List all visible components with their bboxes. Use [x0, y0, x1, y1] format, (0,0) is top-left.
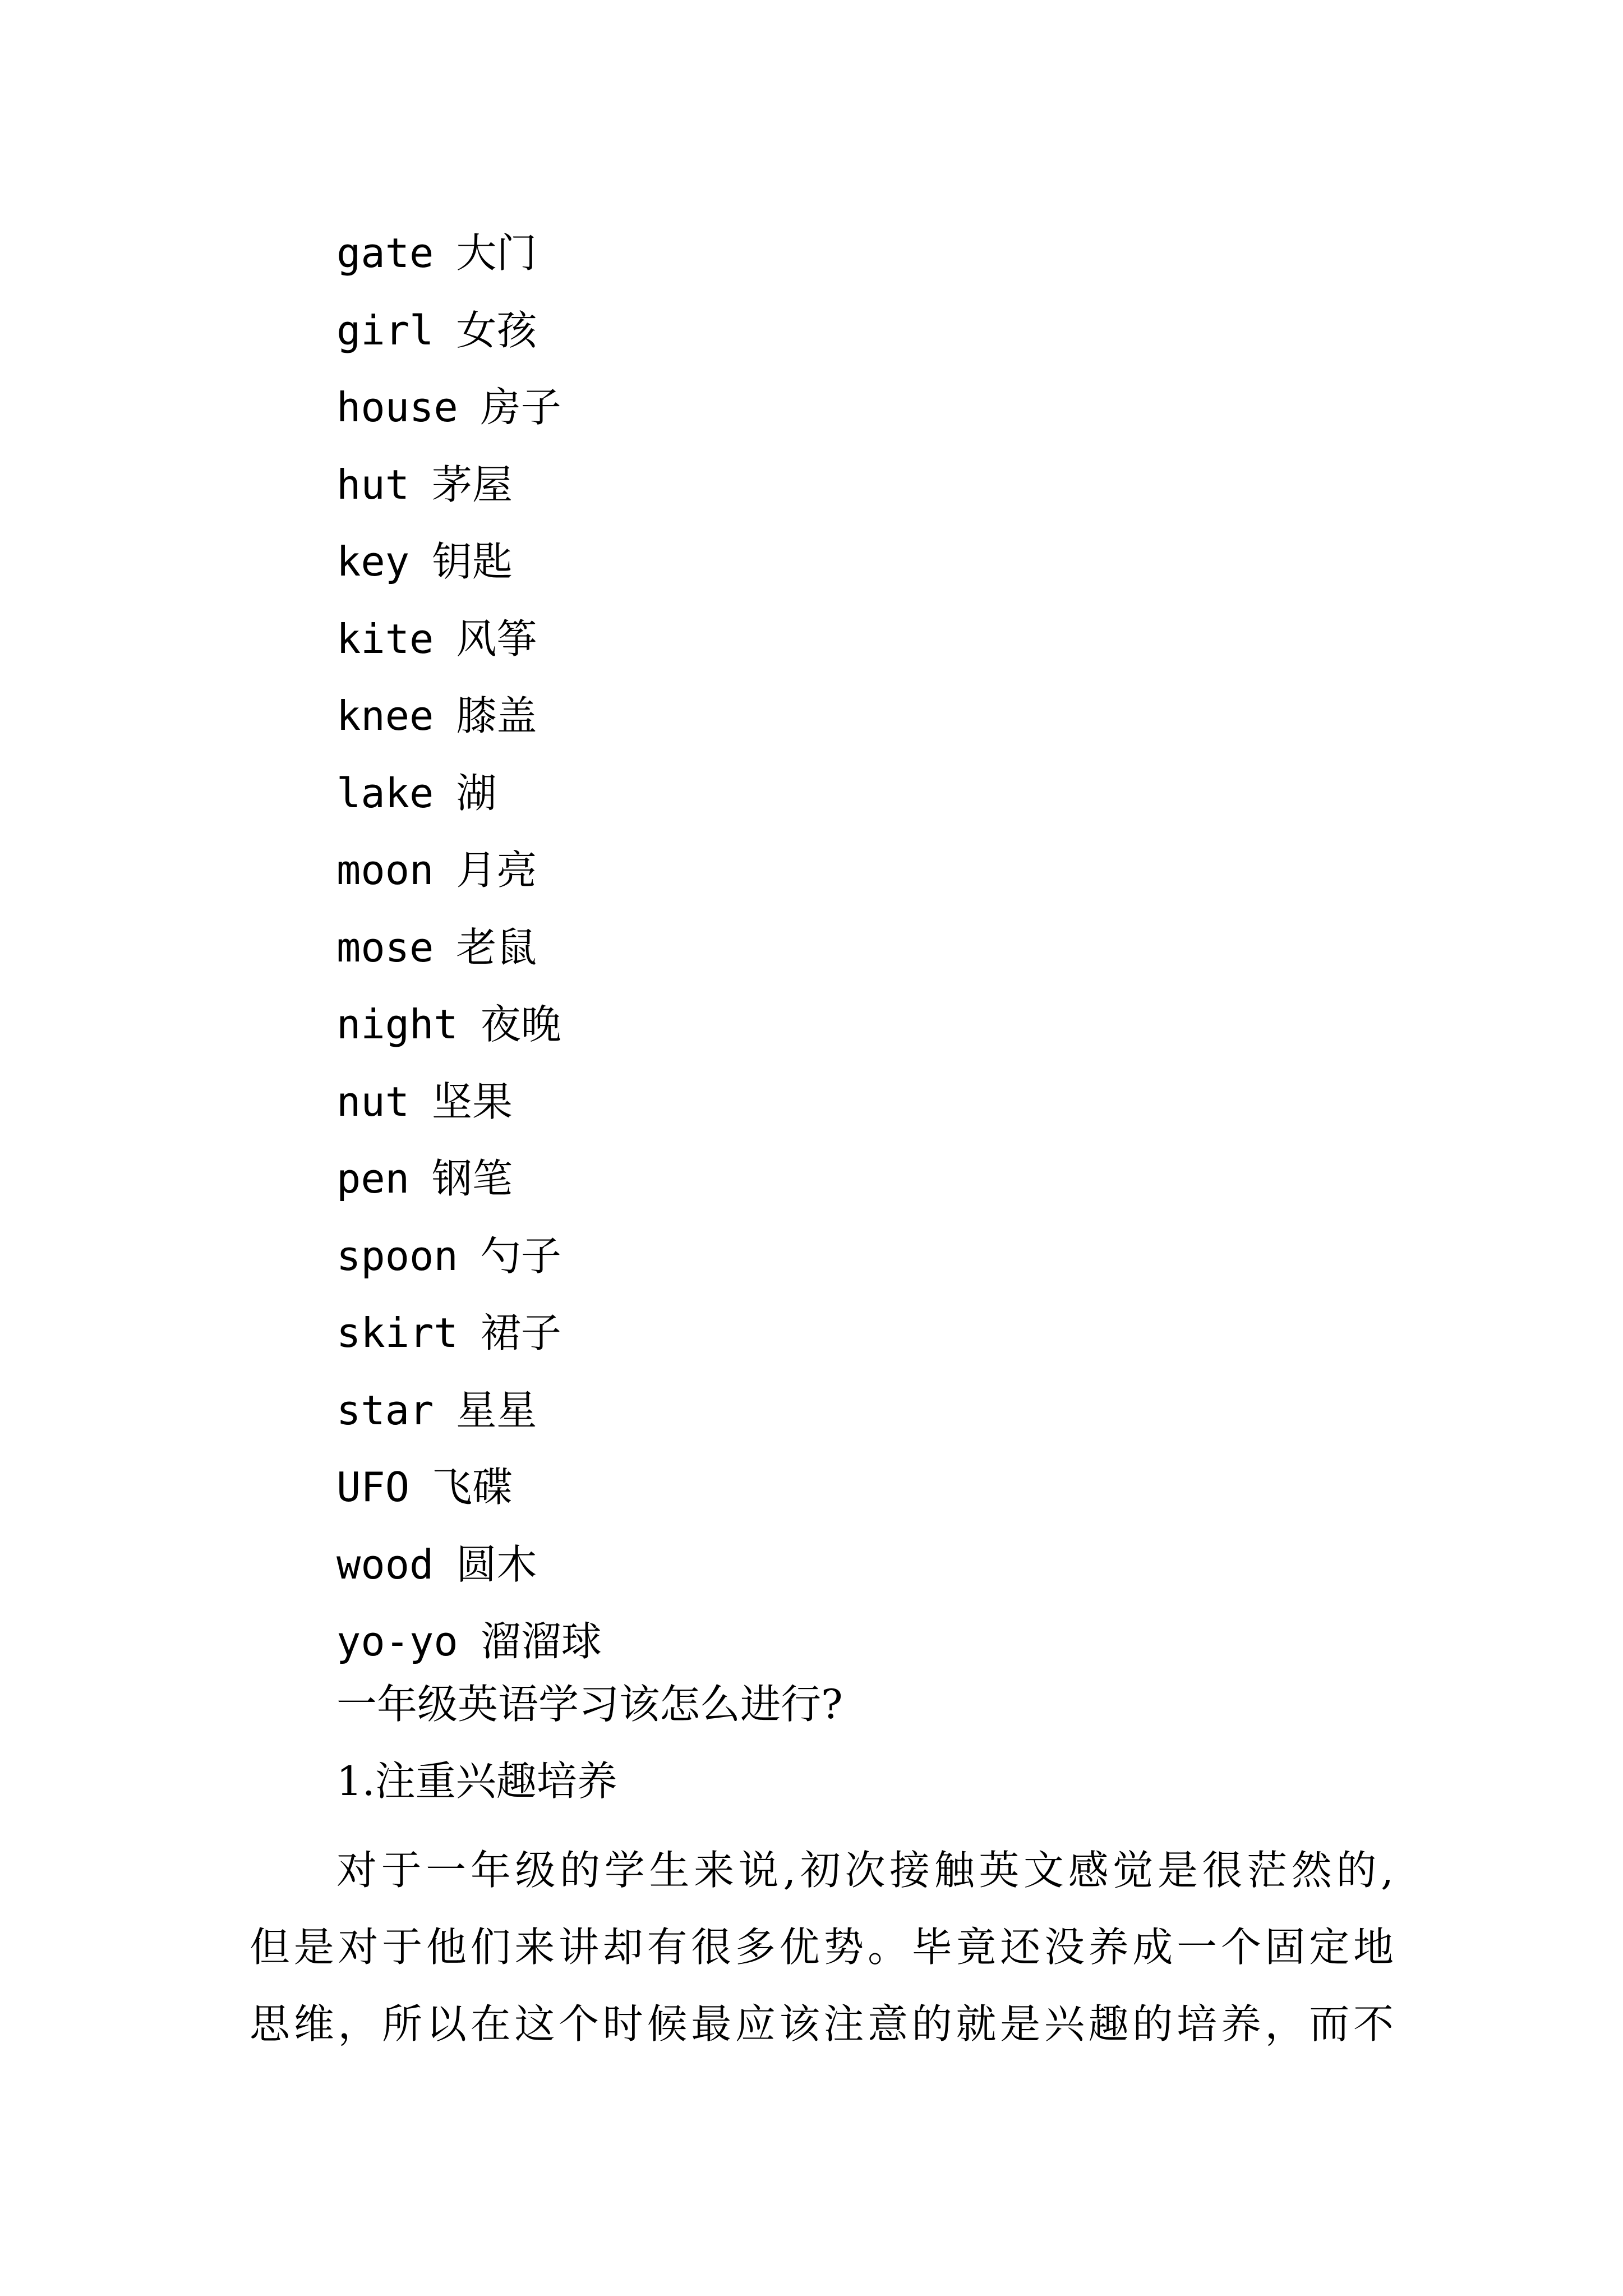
vocab-item: [336, 909, 602, 987]
vocab-item: [336, 447, 602, 524]
vocab-english: nut: [336, 1078, 410, 1125]
vocab-chinese: 老鼠: [456, 923, 537, 971]
vocab-english: lake: [336, 769, 434, 817]
vocab-english: girl: [336, 306, 434, 354]
vocab-english: house: [336, 384, 458, 431]
vocab-english: kite: [336, 615, 434, 662]
vocab-chinese: 溜溜球: [480, 1618, 602, 1665]
vocab-english: star: [336, 1386, 434, 1434]
paragraph-line: 对于一年级的学生来说,初次接触英文感觉是很茫然的,: [336, 1847, 1394, 1894]
vocab-chinese: 大门: [456, 229, 537, 277]
vocab-item: [336, 369, 602, 447]
vocab-chinese: 风筝: [456, 615, 537, 662]
vocab-english: moon: [336, 846, 434, 894]
vocab-english: spoon: [336, 1232, 458, 1280]
vocab-english: knee: [336, 692, 434, 739]
vocab-chinese: 坚果: [432, 1078, 513, 1125]
vocab-item: [336, 832, 602, 909]
vocab-english: gate: [336, 229, 434, 277]
vocab-item: [336, 523, 602, 601]
vocab-item: [336, 1372, 602, 1450]
paragraph-line: 思维，所以在这个时候最应该注意的就是兴趣的培养，而不: [250, 2000, 1394, 2047]
vocab-english: skirt: [336, 1309, 458, 1356]
vocab-item: [336, 1603, 602, 1681]
vocab-item: [336, 292, 602, 370]
vocab-chinese: 房子: [480, 384, 561, 431]
paragraph-line: 但是对于他们来讲却有很多优势。毕竟还没养成一个固定地: [250, 1924, 1394, 1971]
vocab-chinese: 飞碟: [432, 1464, 513, 1511]
vocab-item: [336, 1449, 602, 1526]
vocab-item: [336, 1218, 602, 1295]
vocab-chinese: 钢笔: [432, 1155, 513, 1202]
vocab-item: [336, 215, 602, 292]
vocab-english: mose: [336, 923, 434, 971]
vocab-chinese: 勺子: [480, 1232, 561, 1280]
vocab-chinese: 茅屋: [432, 461, 513, 508]
vocab-english: night: [336, 1001, 458, 1048]
vocab-chinese: 湖: [456, 769, 497, 817]
vocab-item: [336, 601, 602, 678]
vocab-chinese: 圆木: [456, 1540, 537, 1588]
vocab-item: [336, 755, 602, 832]
vocab-english: key: [336, 538, 410, 585]
vocab-chinese: 裙子: [480, 1309, 561, 1356]
body-paragraph: [250, 1832, 1394, 2063]
vocab-english: wood: [336, 1540, 434, 1588]
vocab-item: [336, 1526, 602, 1604]
vocab-item: [336, 1064, 602, 1141]
section-heading: 1.注重兴趣培养: [336, 1757, 617, 1805]
vocab-chinese: 月亮: [456, 846, 537, 894]
vocab-chinese: 女孩: [456, 306, 537, 354]
vocab-chinese: 钥匙: [432, 538, 513, 585]
question-heading: 一年级英语学习该怎么进行?: [336, 1681, 843, 1728]
vocab-chinese: 夜晚: [480, 1001, 561, 1048]
vocab-chinese: 膝盖: [456, 692, 537, 739]
vocab-english: UFO: [336, 1464, 410, 1511]
vocabulary-list: [336, 215, 602, 1681]
vocab-item: [336, 1140, 602, 1218]
vocab-item: [336, 1295, 602, 1372]
vocab-english: yo-yo: [336, 1618, 458, 1665]
vocab-english: hut: [336, 461, 410, 508]
vocab-chinese: 星星: [456, 1386, 537, 1434]
vocab-english: pen: [336, 1155, 410, 1202]
vocab-item: [336, 678, 602, 755]
vocab-item: [336, 986, 602, 1064]
